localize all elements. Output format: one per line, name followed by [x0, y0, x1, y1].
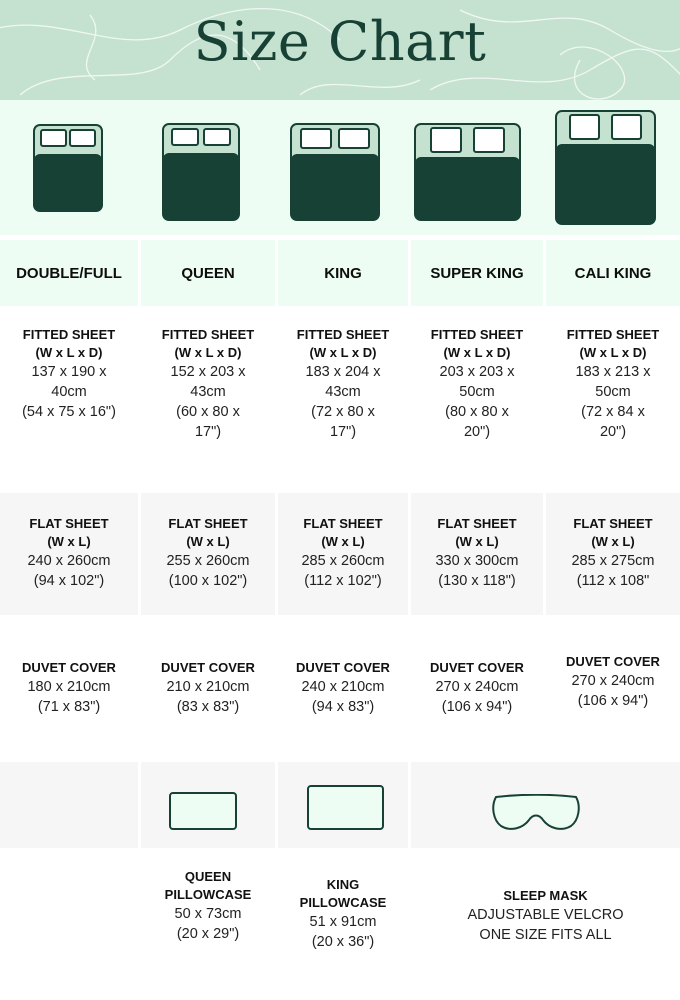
- flat-sheet-cali-king: FLAT SHEET (W x L) 285 x 275cm (112 x 108": [546, 493, 680, 615]
- size-name-queen: QUEEN: [141, 240, 275, 306]
- duvet-cover-cali-king: DUVET COVER 270 x 240cm (106 x 94"): [566, 654, 660, 709]
- flat-sheet-double: FLAT SHEET (W x L) 240 x 260cm (94 x 102"): [0, 493, 138, 615]
- sleep-mask-icon: [491, 794, 581, 832]
- queen-pillowcase-info: QUEEN PILLOWCASE 50 x 73cm (20 x 29"): [164, 869, 252, 942]
- bed-icon: [290, 123, 380, 221]
- size-name-king: KING: [278, 240, 408, 306]
- duvet-cover-queen: DUVET COVER 210 x 210cm (83 x 83"): [161, 660, 255, 715]
- header-banner: [0, 0, 680, 100]
- bed-icon: [162, 123, 240, 221]
- fitted-sheet-double: FITTED SHEET (W x L x D) 137 x 190 x 40cm (54 x 75 x 16"): [22, 327, 116, 420]
- duvet-cover-king: DUVET COVER 240 x 210cm (94 x 83"): [296, 660, 390, 715]
- fitted-sheet-queen: FITTED SHEET (W x L x D) 152 x 203 x 43cm (60 x 80 x 17"): [161, 327, 255, 440]
- page-title: Size Chart: [193, 10, 487, 73]
- flat-sheet-super-king: FLAT SHEET (W x L) 330 x 300cm (130 x 118"): [411, 493, 543, 615]
- sleep-mask-info: SLEEP MASK ADJUSTABLE VELCRO ONE SIZE FITS ALL: [467, 888, 624, 943]
- size-name-double: DOUBLE/FULL: [0, 240, 138, 306]
- king-pillowcase-info: KING PILLOWCASE 51 x 91cm (20 x 36"): [299, 877, 387, 950]
- pillowcase-icon: [307, 785, 384, 830]
- flat-sheet-king: FLAT SHEET (W x L) 285 x 260cm (112 x 102"): [278, 493, 408, 615]
- flat-sheet-queen: FLAT SHEET (W x L) 255 x 260cm (100 x 102"): [141, 493, 275, 615]
- size-name-super-king: SUPER KING: [411, 240, 543, 306]
- duvet-cover-super-king: DUVET COVER 270 x 240cm (106 x 94"): [430, 660, 524, 715]
- size-name-cali-king: CALI KING: [546, 240, 680, 306]
- fitted-sheet-super-king: FITTED SHEET (W x L x D) 203 x 203 x 50cm (80 x 80 x 20"): [430, 327, 524, 440]
- fitted-sheet-king: FITTED SHEET (W x L x D) 183 x 204 x 43cm (72 x 80 x 17"): [296, 327, 390, 440]
- pillowcase-icon: [169, 792, 237, 830]
- bed-icon: [414, 123, 521, 221]
- accessory-empty-cell: [0, 762, 138, 848]
- duvet-cover-double: DUVET COVER 180 x 210cm (71 x 83"): [22, 660, 116, 715]
- bed-icon: [555, 110, 656, 225]
- fitted-sheet-cali-king: FITTED SHEET (W x L x D) 183 x 213 x 50cm (72 x 84 x 20"): [566, 327, 660, 440]
- bed-icon: [33, 124, 103, 212]
